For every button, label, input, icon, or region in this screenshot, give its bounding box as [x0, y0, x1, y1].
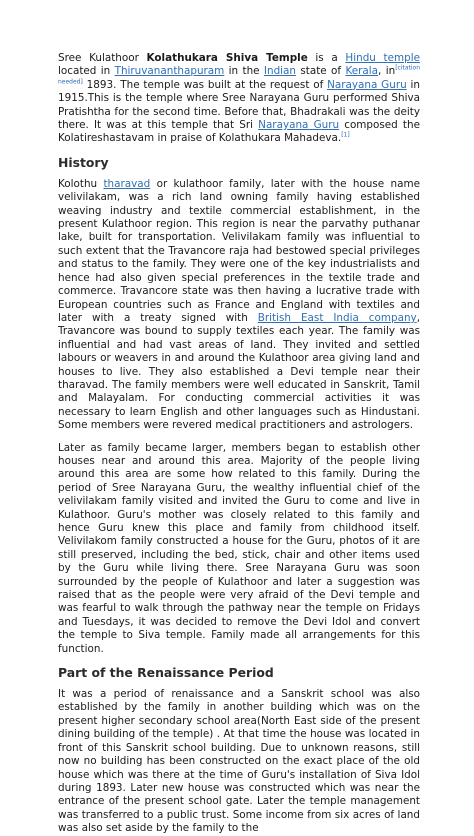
link-narayana-guru[interactable]: Narayana Guru — [327, 78, 407, 91]
link-british-east-india-company[interactable]: British East India company — [257, 311, 417, 324]
history-heading: History — [58, 154, 109, 170]
link-kerala[interactable]: Kerala — [345, 65, 379, 78]
link-tharavad[interactable]: tharavad — [103, 177, 151, 190]
history-paragraph-1 — [58, 178, 420, 433]
intro-paragraph — [58, 52, 420, 146]
reference-mark[interactable]: [1] — [341, 131, 350, 139]
intro-text: state of — [296, 65, 346, 78]
intro-text: , in — [378, 65, 396, 78]
intro-text: 1893. The temple was built at the request of — [82, 78, 328, 91]
link-thiruvananthapuram[interactable]: Thiruvananthapuram — [114, 65, 225, 78]
intro-text: Sree Kulathoor — [58, 52, 147, 64]
history-text: Kolothu — [58, 177, 104, 190]
link-narayana-guru-2[interactable]: Narayana Guru — [258, 119, 340, 132]
history-paragraph-2: Later as family became larger, members began to establish other houses near and around this area. Majority of the people living around this area are some how related to this family. During the period of Sree Narayana Guru, the wealthy influential chief of the velivilakam family visited and invited the Guru to come and live in Kulathoor. Guru's mother was closely related to this family and hence Guru knew this place and family from childhood itself. Velivilakom family constructed a house for the Guru, photos of it are still preserved, including the bed, stick, chair and other items used by the Guru while living there. Sree Narayana Guru was soon surrounded by the people of Kulathoor and later a suggestion was raised that as the people were very afraid of the Devi temple and was fearful to walk through the pathway near the temple on Fridays and Tuesdays, it was decided to remove the Devi Idol and convert the temple to Siva temple. Family made all arrangements for this function. — [58, 441, 420, 655]
history-text: , Travancore was bound to supply textiles each year. The family was influential and had vast areas of land. They invited and settled labours or weavers in and around the Kulathoor area giving land and houses to live. They also established a Devi temple near their tharavad. The family members were well educated in Sanskrit, Tamil and Malayalam. For conducting commercial activities it was necessary to learn English and other languages such as Hindustani. Some members were revered medical practitioners and astrologers. — [58, 311, 421, 432]
renaissance-paragraph-1: It was a period of renaissance and a Sanskrit school was also established by the family in another building which was on the present higher secondary school area(North East side of the present dining building of the temple) . At that time the house was located in front of this Sanskrit school building. Due to unknown reasons, still now no building has been constructed on the exact place of the old house which was there at the time of Guru's installation of Siva Idol during 1893. Later new house was constructed which was near the entrance of the present school gate. Later the temple management was transferred to a public trust. Some income from six acres of land was also set aside by the family to the — [58, 688, 420, 835]
link-indian[interactable]: Indian — [263, 65, 297, 78]
renaissance-heading: Part of the Renaissance Period — [58, 665, 274, 681]
history-text: or kulathoor family, later with the house name velivilakam, was a rich land owning family having established weaving industry and textile commercial establishment, in the present Kulathoor region. This region is near the parvathy puthanar lake, built for transportation. Velivilakam family was influential to such extent that the Travancore raja had bestowed special privileges and status to the family. They were one of the key industrialists and hence had also given special preferences in the textile trade and commerce. Travancore state was then having a lucrative trade with European countries such as France and England with textiles and later with a treaty signed with — [58, 177, 421, 324]
citation-needed-mark[interactable]: [citation needed] — [58, 64, 421, 86]
intro-text: located in — [58, 65, 115, 78]
intro-text: in 1915.This is the temple where Sree Narayana Guru performed Shiva Pratishtha for the second time. Before that, Bhadrakali was the deity there. It was at this temple that Sri — [58, 78, 420, 132]
temple-name: Kolathukara Shiva Temple — [146, 52, 308, 64]
intro-text: is a — [307, 52, 346, 64]
link-hindu-temple[interactable]: Hindu temple — [345, 52, 420, 64]
intro-text: composed the Kolatireshastavam in praise of Kolathukara Mahadeva. — [58, 119, 420, 145]
intro-text: in the — [224, 65, 264, 78]
